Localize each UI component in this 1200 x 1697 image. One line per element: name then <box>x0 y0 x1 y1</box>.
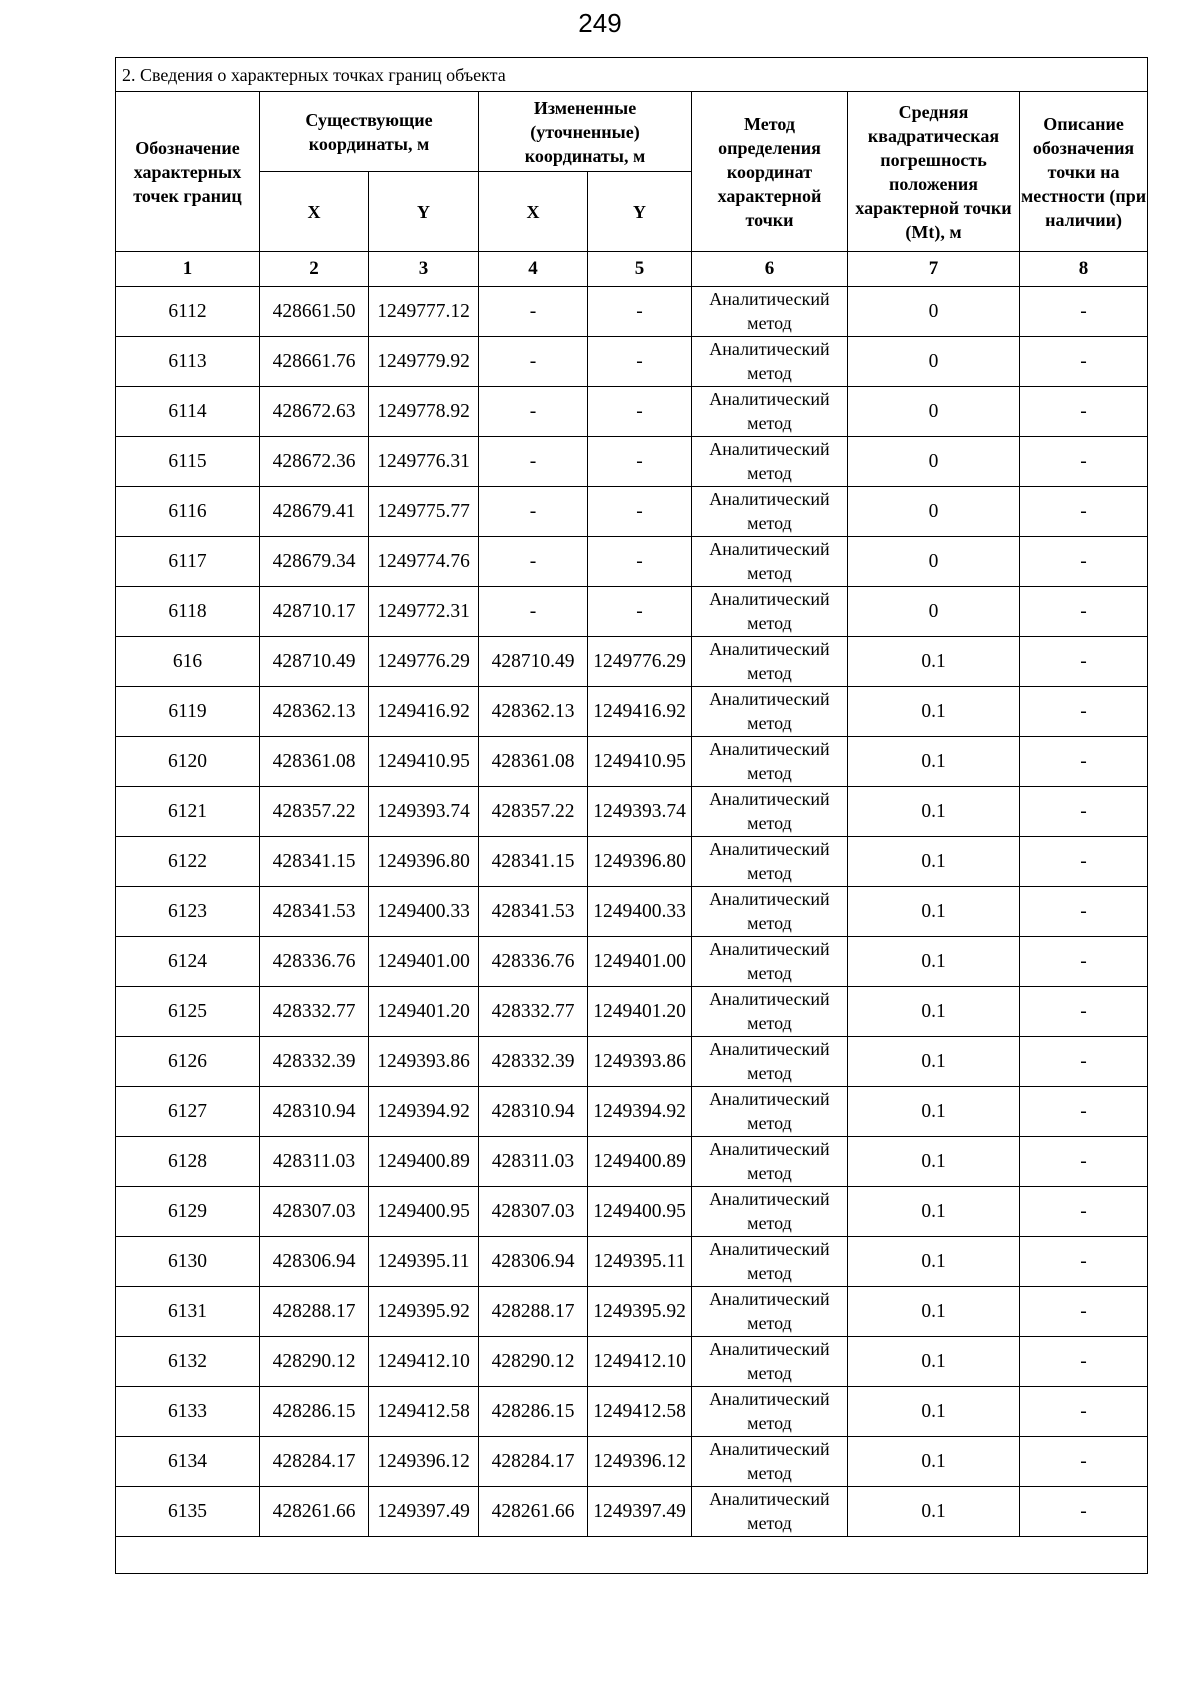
header-x-changed: X <box>479 172 588 252</box>
point-id-cell: 6118 <box>116 587 260 637</box>
table-row <box>116 987 1148 1037</box>
column-number: 7 <box>848 252 1020 287</box>
changed-y-cell: 1249393.86 <box>588 1037 692 1087</box>
existing-x-cell: 428332.77 <box>260 987 369 1037</box>
existing-y-cell: 1249412.10 <box>369 1337 479 1387</box>
changed-y-cell: 1249400.89 <box>588 1137 692 1187</box>
description-cell: - <box>1020 1487 1148 1537</box>
existing-y-cell: 1249396.12 <box>369 1437 479 1487</box>
changed-y-cell: 1249400.33 <box>588 887 692 937</box>
method-cell: Аналитический метод <box>692 1087 848 1137</box>
header-error: Средняя квадратическая погрешность положения характерной точки (Mt), м <box>848 92 1020 252</box>
changed-y-cell: 1249412.58 <box>588 1387 692 1437</box>
method-cell: Аналитический метод <box>692 787 848 837</box>
point-id-cell: 6121 <box>116 787 260 837</box>
changed-y-cell: - <box>588 437 692 487</box>
column-number: 3 <box>369 252 479 287</box>
changed-x-cell: 428341.53 <box>479 887 588 937</box>
changed-x-cell: 428286.15 <box>479 1387 588 1437</box>
changed-y-cell: 1249410.95 <box>588 737 692 787</box>
table-row <box>116 937 1148 987</box>
table-row <box>116 1487 1148 1537</box>
description-cell: - <box>1020 637 1148 687</box>
existing-y-cell: 1249416.92 <box>369 687 479 737</box>
existing-x-cell: 428286.15 <box>260 1387 369 1437</box>
changed-y-cell: 1249401.00 <box>588 937 692 987</box>
table-row <box>116 1437 1148 1487</box>
method-cell: Аналитический метод <box>692 1287 848 1337</box>
column-number: 2 <box>260 252 369 287</box>
error-cell: 0.1 <box>848 787 1020 837</box>
table-row <box>116 787 1148 837</box>
error-cell: 0.1 <box>848 687 1020 737</box>
existing-x-cell: 428661.76 <box>260 337 369 387</box>
existing-y-cell: 1249772.31 <box>369 587 479 637</box>
changed-x-cell: 428310.94 <box>479 1087 588 1137</box>
existing-x-cell: 428679.41 <box>260 487 369 537</box>
point-id-cell: 6112 <box>116 287 260 337</box>
header-description: Описание обозначения точки на местности (при наличии) <box>1020 92 1148 252</box>
changed-x-cell: - <box>479 587 588 637</box>
error-cell: 0.1 <box>848 1187 1020 1237</box>
description-cell: - <box>1020 687 1148 737</box>
error-cell: 0.1 <box>848 1487 1020 1537</box>
point-id-cell: 6113 <box>116 337 260 387</box>
method-cell: Аналитический метод <box>692 837 848 887</box>
changed-y-cell: - <box>588 337 692 387</box>
method-cell: Аналитический метод <box>692 487 848 537</box>
existing-x-cell: 428306.94 <box>260 1237 369 1287</box>
existing-x-cell: 428288.17 <box>260 1287 369 1337</box>
description-cell: - <box>1020 1387 1148 1437</box>
changed-x-cell: 428710.49 <box>479 637 588 687</box>
existing-y-cell: 1249400.89 <box>369 1137 479 1187</box>
description-cell: - <box>1020 587 1148 637</box>
existing-x-cell: 428341.15 <box>260 837 369 887</box>
existing-x-cell: 428710.17 <box>260 587 369 637</box>
changed-y-cell: 1249393.74 <box>588 787 692 837</box>
existing-y-cell: 1249394.92 <box>369 1087 479 1137</box>
changed-y-cell: - <box>588 487 692 537</box>
section-title: 2. Сведения о характерных точках границ объекта <box>116 58 1148 92</box>
table-row <box>116 637 1148 687</box>
error-cell: 0.1 <box>848 987 1020 1037</box>
page-number: 249 <box>578 8 622 38</box>
description-cell: - <box>1020 937 1148 987</box>
changed-y-cell: 1249412.10 <box>588 1337 692 1387</box>
changed-y-cell: 1249395.92 <box>588 1287 692 1337</box>
changed-x-cell: 428336.76 <box>479 937 588 987</box>
changed-y-cell: 1249776.29 <box>588 637 692 687</box>
column-number-row <box>116 252 1148 287</box>
existing-y-cell: 1249401.20 <box>369 987 479 1037</box>
method-cell: Аналитический метод <box>692 1387 848 1437</box>
error-cell: 0 <box>848 337 1020 387</box>
point-id-cell: 6114 <box>116 387 260 437</box>
table-row <box>116 1087 1148 1137</box>
existing-x-cell: 428357.22 <box>260 787 369 837</box>
changed-y-cell: 1249401.20 <box>588 987 692 1037</box>
description-cell: - <box>1020 1437 1148 1487</box>
description-cell: - <box>1020 287 1148 337</box>
method-cell: Аналитический метод <box>692 387 848 437</box>
description-cell: - <box>1020 1287 1148 1337</box>
table-row <box>116 287 1148 337</box>
existing-y-cell: 1249776.31 <box>369 437 479 487</box>
existing-y-cell: 1249395.92 <box>369 1287 479 1337</box>
changed-x-cell: 428362.13 <box>479 687 588 737</box>
method-cell: Аналитический метод <box>692 1037 848 1087</box>
method-cell: Аналитический метод <box>692 537 848 587</box>
header-y-changed: Y <box>588 172 692 252</box>
error-cell: 0.1 <box>848 1287 1020 1337</box>
changed-y-cell: 1249396.80 <box>588 837 692 887</box>
existing-x-cell: 428332.39 <box>260 1037 369 1087</box>
table-row <box>116 437 1148 487</box>
changed-y-cell: 1249396.12 <box>588 1437 692 1487</box>
changed-x-cell: 428288.17 <box>479 1287 588 1337</box>
existing-y-cell: 1249400.33 <box>369 887 479 937</box>
method-cell: Аналитический метод <box>692 1137 848 1187</box>
changed-x-cell: 428361.08 <box>479 737 588 787</box>
point-id-cell: 6131 <box>116 1287 260 1337</box>
table-row <box>116 737 1148 787</box>
existing-x-cell: 428361.08 <box>260 737 369 787</box>
changed-y-cell: 1249400.95 <box>588 1187 692 1237</box>
description-cell: - <box>1020 437 1148 487</box>
existing-x-cell: 428290.12 <box>260 1337 369 1387</box>
table-row <box>116 1037 1148 1087</box>
description-cell: - <box>1020 787 1148 837</box>
changed-x-cell: 428284.17 <box>479 1437 588 1487</box>
existing-x-cell: 428661.50 <box>260 287 369 337</box>
method-cell: Аналитический метод <box>692 287 848 337</box>
existing-x-cell: 428341.53 <box>260 887 369 937</box>
error-cell: 0.1 <box>848 1137 1020 1187</box>
existing-y-cell: 1249401.00 <box>369 937 479 987</box>
existing-y-cell: 1249775.77 <box>369 487 479 537</box>
changed-y-cell: 1249397.49 <box>588 1487 692 1537</box>
changed-x-cell: - <box>479 387 588 437</box>
changed-y-cell: 1249394.92 <box>588 1087 692 1137</box>
method-cell: Аналитический метод <box>692 1337 848 1387</box>
error-cell: 0.1 <box>848 1237 1020 1287</box>
existing-x-cell: 428307.03 <box>260 1187 369 1237</box>
point-id-cell: 6135 <box>116 1487 260 1537</box>
description-cell: - <box>1020 887 1148 937</box>
changed-y-cell: - <box>588 387 692 437</box>
existing-y-cell: 1249774.76 <box>369 537 479 587</box>
error-cell: 0 <box>848 387 1020 437</box>
error-cell: 0 <box>848 587 1020 637</box>
changed-y-cell: - <box>588 287 692 337</box>
existing-y-cell: 1249777.12 <box>369 287 479 337</box>
changed-x-cell: 428307.03 <box>479 1187 588 1237</box>
header-x-existing: X <box>260 172 369 252</box>
table-row <box>116 1237 1148 1287</box>
changed-x-cell: - <box>479 487 588 537</box>
description-cell: - <box>1020 1187 1148 1237</box>
error-cell: 0.1 <box>848 1087 1020 1137</box>
column-number: 6 <box>692 252 848 287</box>
existing-x-cell: 428710.49 <box>260 637 369 687</box>
table-row <box>116 387 1148 437</box>
changed-x-cell: - <box>479 537 588 587</box>
point-id-cell: 6133 <box>116 1387 260 1437</box>
error-cell: 0.1 <box>848 887 1020 937</box>
changed-x-cell: - <box>479 437 588 487</box>
column-number: 4 <box>479 252 588 287</box>
changed-y-cell: - <box>588 587 692 637</box>
error-cell: 0 <box>848 437 1020 487</box>
table-row <box>116 1337 1148 1387</box>
table-row <box>116 1137 1148 1187</box>
method-cell: Аналитический метод <box>692 1187 848 1237</box>
method-cell: Аналитический метод <box>692 1237 848 1287</box>
description-cell: - <box>1020 1137 1148 1187</box>
header-y-existing: Y <box>369 172 479 252</box>
existing-x-cell: 428311.03 <box>260 1137 369 1187</box>
method-cell: Аналитический метод <box>692 1487 848 1537</box>
point-id-cell: 6134 <box>116 1437 260 1487</box>
table-body <box>116 287 1148 1574</box>
point-id-cell: 6117 <box>116 537 260 587</box>
changed-x-cell: 428306.94 <box>479 1237 588 1287</box>
table-row <box>116 1287 1148 1337</box>
existing-y-cell: 1249776.29 <box>369 637 479 687</box>
changed-x-cell: 428261.66 <box>479 1487 588 1537</box>
existing-y-cell: 1249393.74 <box>369 787 479 837</box>
error-cell: 0.1 <box>848 1337 1020 1387</box>
point-id-cell: 6119 <box>116 687 260 737</box>
point-id-cell: 6124 <box>116 937 260 987</box>
method-cell: Аналитический метод <box>692 737 848 787</box>
changed-y-cell: - <box>588 537 692 587</box>
existing-y-cell: 1249395.11 <box>369 1237 479 1287</box>
method-cell: Аналитический метод <box>692 1437 848 1487</box>
changed-y-cell: 1249395.11 <box>588 1237 692 1287</box>
existing-x-cell: 428672.63 <box>260 387 369 437</box>
point-id-cell: 6115 <box>116 437 260 487</box>
error-cell: 0.1 <box>848 937 1020 987</box>
method-cell: Аналитический метод <box>692 587 848 637</box>
method-cell: Аналитический метод <box>692 887 848 937</box>
existing-x-cell: 428672.36 <box>260 437 369 487</box>
existing-x-cell: 428679.34 <box>260 537 369 587</box>
error-cell: 0.1 <box>848 1037 1020 1087</box>
point-id-cell: 6125 <box>116 987 260 1037</box>
description-cell: - <box>1020 987 1148 1037</box>
point-id-cell: 616 <box>116 637 260 687</box>
header-method: Метод определения координат характерной точки <box>692 92 848 252</box>
existing-x-cell: 428336.76 <box>260 937 369 987</box>
method-cell: Аналитический метод <box>692 337 848 387</box>
existing-y-cell: 1249779.92 <box>369 337 479 387</box>
description-cell: - <box>1020 487 1148 537</box>
error-cell: 0.1 <box>848 1437 1020 1487</box>
boundary-points-table <box>115 57 1148 1574</box>
blank-row <box>116 1537 1148 1574</box>
description-cell: - <box>1020 1037 1148 1087</box>
column-number: 5 <box>588 252 692 287</box>
point-id-cell: 6132 <box>116 1337 260 1387</box>
table-row <box>116 687 1148 737</box>
changed-x-cell: 428332.77 <box>479 987 588 1037</box>
error-cell: 0 <box>848 487 1020 537</box>
description-cell: - <box>1020 837 1148 887</box>
header-designation: Обозначение характерных точек границ <box>116 92 260 252</box>
blank-cell <box>116 1537 1148 1574</box>
error-cell: 0 <box>848 537 1020 587</box>
existing-x-cell: 428362.13 <box>260 687 369 737</box>
table-row <box>116 487 1148 537</box>
table-row <box>116 587 1148 637</box>
existing-y-cell: 1249410.95 <box>369 737 479 787</box>
error-cell: 0 <box>848 287 1020 337</box>
point-id-cell: 6126 <box>116 1037 260 1087</box>
changed-x-cell: 428357.22 <box>479 787 588 837</box>
description-cell: - <box>1020 1337 1148 1387</box>
changed-x-cell: 428332.39 <box>479 1037 588 1087</box>
point-id-cell: 6120 <box>116 737 260 787</box>
header-changed-coordinates: Измененные (уточненные) координаты, м <box>479 92 692 172</box>
error-cell: 0.1 <box>848 1387 1020 1437</box>
column-number: 8 <box>1020 252 1148 287</box>
table-row <box>116 537 1148 587</box>
description-cell: - <box>1020 1237 1148 1287</box>
point-id-cell: 6128 <box>116 1137 260 1187</box>
error-cell: 0.1 <box>848 837 1020 887</box>
point-id-cell: 6116 <box>116 487 260 537</box>
existing-y-cell: 1249393.86 <box>369 1037 479 1087</box>
method-cell: Аналитический метод <box>692 687 848 737</box>
description-cell: - <box>1020 337 1148 387</box>
point-id-cell: 6130 <box>116 1237 260 1287</box>
method-cell: Аналитический метод <box>692 637 848 687</box>
point-id-cell: 6122 <box>116 837 260 887</box>
existing-x-cell: 428261.66 <box>260 1487 369 1537</box>
changed-x-cell: 428311.03 <box>479 1137 588 1187</box>
changed-x-cell: - <box>479 287 588 337</box>
method-cell: Аналитический метод <box>692 937 848 987</box>
existing-y-cell: 1249778.92 <box>369 387 479 437</box>
existing-y-cell: 1249412.58 <box>369 1387 479 1437</box>
point-id-cell: 6129 <box>116 1187 260 1237</box>
changed-x-cell: 428341.15 <box>479 837 588 887</box>
existing-x-cell: 428284.17 <box>260 1437 369 1487</box>
error-cell: 0.1 <box>848 637 1020 687</box>
table-row <box>116 337 1148 387</box>
table-row <box>116 1387 1148 1437</box>
header-existing-coordinates: Существующие координаты, м <box>260 92 479 172</box>
point-id-cell: 6127 <box>116 1087 260 1137</box>
table-row <box>116 887 1148 937</box>
table-row <box>116 837 1148 887</box>
existing-y-cell: 1249397.49 <box>369 1487 479 1537</box>
existing-y-cell: 1249396.80 <box>369 837 479 887</box>
error-cell: 0.1 <box>848 737 1020 787</box>
description-cell: - <box>1020 1087 1148 1137</box>
method-cell: Аналитический метод <box>692 437 848 487</box>
point-id-cell: 6123 <box>116 887 260 937</box>
existing-x-cell: 428310.94 <box>260 1087 369 1137</box>
changed-x-cell: - <box>479 337 588 387</box>
description-cell: - <box>1020 537 1148 587</box>
description-cell: - <box>1020 387 1148 437</box>
table-row <box>116 1187 1148 1237</box>
changed-y-cell: 1249416.92 <box>588 687 692 737</box>
method-cell: Аналитический метод <box>692 987 848 1037</box>
changed-x-cell: 428290.12 <box>479 1337 588 1387</box>
column-number: 1 <box>116 252 260 287</box>
description-cell: - <box>1020 737 1148 787</box>
existing-y-cell: 1249400.95 <box>369 1187 479 1237</box>
